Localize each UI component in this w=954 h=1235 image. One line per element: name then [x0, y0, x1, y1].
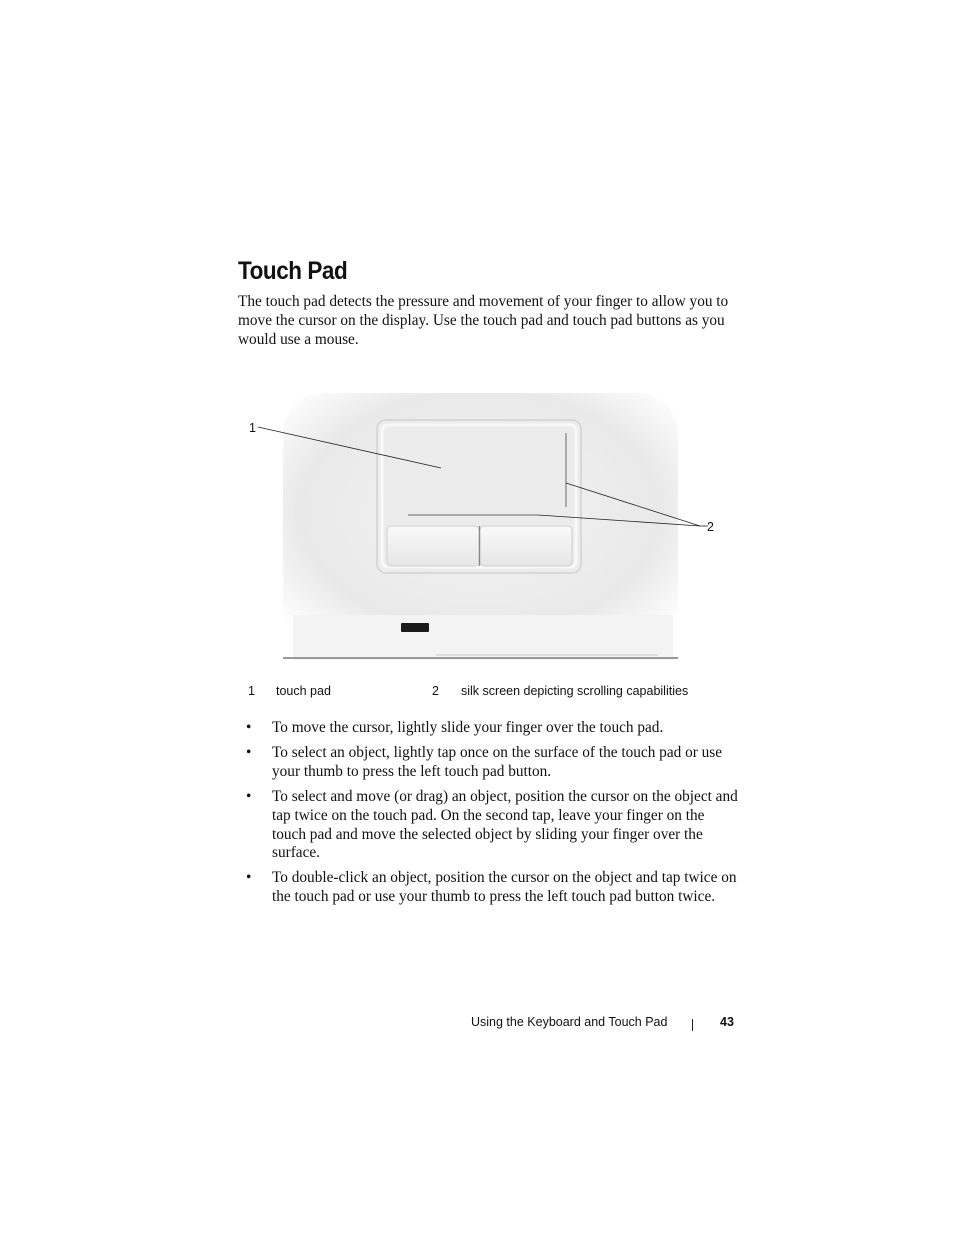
- left-touchpad-button: [387, 526, 479, 566]
- list-item: [238, 869, 738, 907]
- figure-legend: [0, 684, 954, 704]
- bullet-icon: •: [246, 869, 252, 887]
- list-item-text: To select an object, lightly tap once on the surface of the touch pad or use your thumb to press the left touch pad button.: [272, 744, 723, 780]
- list-item: [238, 719, 738, 738]
- callout-1: 1: [249, 421, 256, 435]
- page-number: 43: [720, 1015, 734, 1029]
- list-item: [238, 788, 738, 863]
- page-footer: [0, 1015, 954, 1035]
- front-slot: [401, 623, 429, 632]
- intro-paragraph: The touch pad detects the pressure and movement of your finger to allow you to move the cursor on the display. Use the touch pad and touch pad buttons as you would use a mouse.: [238, 293, 729, 348]
- list-item: [238, 744, 738, 782]
- list-item-text: To double-click an object, position the cursor on the object and tap twice on the touch pad or use your thumb to press the left touch pad button twice.: [272, 869, 737, 906]
- list-item-text: To select and move (or drag) an object, position the cursor on the object and tap twice on the touch pad. On the second tap, leave your finger on the touch pad and move the selected object by sliding your finger over the surface.: [272, 787, 738, 862]
- footer-section-title: Using the Keyboard and Touch Pad: [471, 1015, 668, 1029]
- legend-number: 1: [248, 684, 255, 698]
- page-title: Touch Pad: [238, 257, 348, 285]
- instruction-list: [238, 719, 738, 913]
- legend-label: silk screen depicting scrolling capabilities: [461, 684, 689, 698]
- right-touchpad-button: [480, 526, 572, 566]
- footer-divider: [692, 1019, 693, 1031]
- legend-number: 2: [432, 684, 439, 698]
- callout-2: 2: [707, 520, 714, 534]
- bullet-icon: •: [246, 787, 252, 805]
- bullet-icon: •: [246, 719, 252, 736]
- legend-label: touch pad: [276, 684, 331, 698]
- list-item-text: To move the cursor, lightly slide your finger over the touch pad.: [272, 719, 664, 736]
- touchpad-illustration: [238, 385, 738, 670]
- bullet-icon: •: [246, 744, 252, 762]
